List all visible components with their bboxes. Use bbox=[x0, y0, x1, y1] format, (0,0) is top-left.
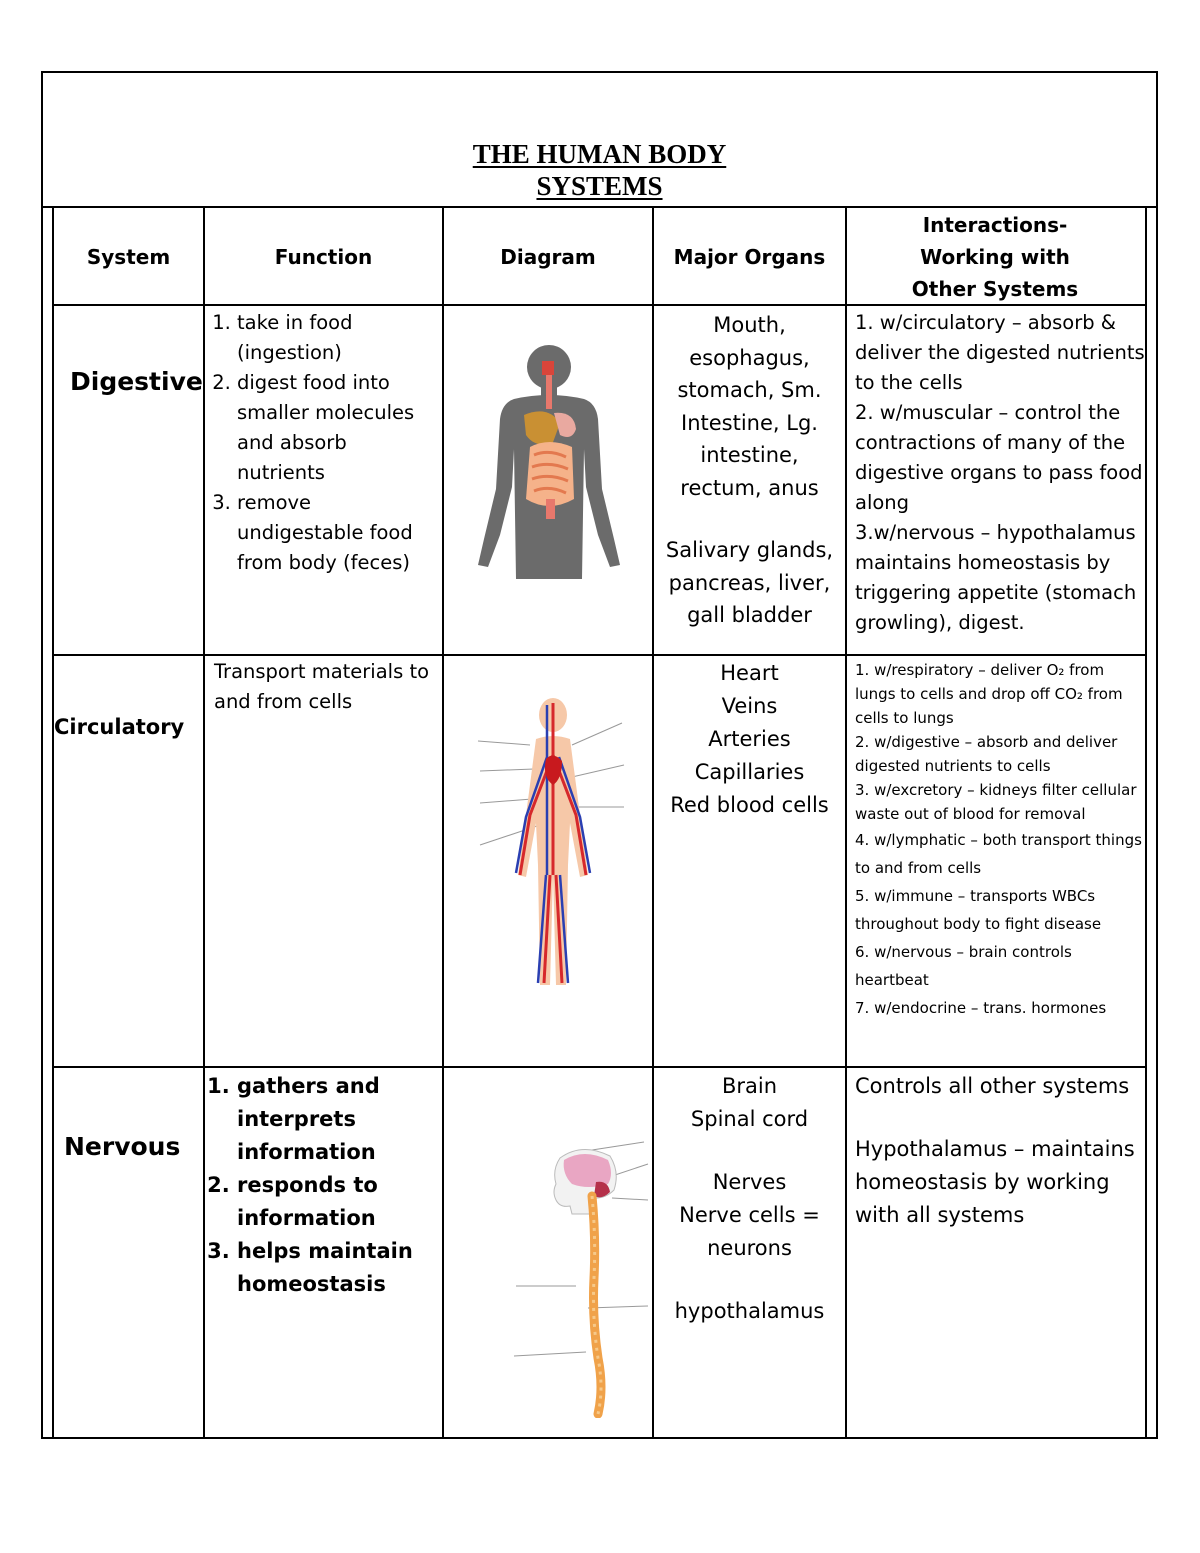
organ-line: Heart bbox=[720, 661, 779, 685]
body-systems-sheet bbox=[41, 71, 1158, 1439]
interaction-item: 2. w/muscular – control the contractions of many of the digestive organs to pass food along bbox=[855, 401, 1143, 514]
title-box bbox=[43, 73, 1156, 208]
page-subtitle: SYSTEMS bbox=[536, 171, 663, 201]
column-divider bbox=[845, 206, 847, 1437]
header-interactions-line: Working with bbox=[920, 245, 1070, 269]
row-divider bbox=[52, 654, 1147, 656]
column-divider bbox=[442, 206, 444, 1437]
organ-line: pancreas, liver, bbox=[668, 570, 831, 595]
organs-cell-nervous bbox=[654, 1070, 845, 1328]
system-name-circulatory: Circulatory bbox=[54, 715, 185, 739]
organ-line: Veins bbox=[721, 694, 778, 718]
interactions-cell-digestive bbox=[855, 308, 1145, 638]
interaction-item: 4. w/lymphatic – both transport things to and from cells bbox=[855, 831, 1142, 877]
function-item: 2. responds to information bbox=[237, 1169, 439, 1235]
interaction-item: 6. w/nervous – brain controls heartbeat bbox=[855, 943, 1072, 989]
organ-line: Nerve cells = bbox=[679, 1203, 820, 1227]
function-item: 1. take in food (ingestion) bbox=[237, 308, 437, 368]
function-item: 3. remove undigestable food from body (feces) bbox=[237, 488, 437, 578]
organ-line: Mouth, bbox=[713, 313, 786, 337]
organ-line: neurons bbox=[707, 1236, 792, 1260]
organ-line: Red blood cells bbox=[670, 793, 829, 817]
interaction-item: Controls all other systems bbox=[855, 1074, 1130, 1098]
function-cell-circulatory: Transport materials to and from cells bbox=[214, 660, 430, 713]
interaction-item: 5. w/immune – transports WBCs throughout body to fight disease bbox=[855, 887, 1102, 933]
header-interactions-line: Interactions- bbox=[922, 213, 1068, 237]
header-interactions bbox=[847, 209, 1143, 305]
interaction-item: 3.w/nervous – hypothalamus maintains homeostasis by triggering appetite (stomach growling), digest. bbox=[855, 521, 1137, 634]
function-item: 2. digest food into smaller molecules and absorb nutrients bbox=[237, 368, 437, 488]
interaction-item: Hypothalamus – maintains homeostasis by working with all systems bbox=[855, 1137, 1135, 1227]
function-item: 3. helps maintain homeostasis bbox=[237, 1235, 439, 1301]
circulatory-system-figure-icon bbox=[476, 695, 626, 999]
organ-line: Intestine, Lg. bbox=[681, 410, 818, 435]
page-title: THE HUMAN BODY bbox=[472, 139, 727, 169]
organ-line: hypothalamus bbox=[674, 1299, 825, 1323]
digestive-system-figure-icon bbox=[474, 339, 624, 583]
organ-line: Nerves bbox=[712, 1170, 787, 1194]
header-diagram: Diagram bbox=[500, 245, 596, 269]
organ-line: rectum, anus bbox=[680, 475, 819, 500]
organ-line: Capillaries bbox=[694, 760, 805, 784]
header-system: System bbox=[86, 245, 171, 269]
interactions-cell-circulatory bbox=[855, 658, 1147, 1022]
table-left-border bbox=[52, 206, 54, 1437]
organ-line: Brain bbox=[721, 1074, 778, 1098]
interaction-item: 7. w/endocrine – trans. hormones bbox=[855, 999, 1107, 1017]
organ-line: gall bladder bbox=[687, 603, 812, 627]
interaction-item: 1. w/circulatory – absorb & deliver the digested nutrients to the cells bbox=[855, 311, 1145, 394]
organs-cell-digestive bbox=[654, 309, 845, 632]
organ-line: Salivary glands, bbox=[665, 538, 834, 562]
interaction-item: 3. w/excretory – kidneys filter cellular waste out of blood for removal bbox=[855, 781, 1137, 823]
row-divider bbox=[52, 1066, 1147, 1068]
organ-line: stomach, Sm. bbox=[677, 378, 822, 402]
function-cell-nervous bbox=[211, 1070, 439, 1301]
organ-line: intestine, bbox=[700, 443, 799, 467]
system-name-nervous: Nervous bbox=[64, 1132, 181, 1161]
organ-line: esophagus, bbox=[689, 345, 810, 370]
header-function: Function bbox=[274, 245, 373, 269]
organ-line: Spinal cord bbox=[690, 1107, 809, 1131]
column-divider bbox=[203, 206, 205, 1437]
header-major-organs: Major Organs bbox=[673, 245, 826, 269]
organs-cell-circulatory bbox=[654, 657, 845, 822]
nervous-system-figure-icon bbox=[512, 1138, 652, 1422]
function-item: 1. gathers and interprets information bbox=[237, 1070, 439, 1169]
organ-line: Arteries bbox=[708, 727, 791, 751]
interaction-item: 2. w/digestive – absorb and deliver digested nutrients to cells bbox=[855, 733, 1118, 775]
interactions-cell-nervous bbox=[855, 1070, 1147, 1232]
function-cell-digestive bbox=[211, 308, 437, 578]
interaction-item: 1. w/respiratory – deliver O₂ from lungs to cells and drop off CO₂ from cells to lungs bbox=[855, 661, 1123, 727]
header-interactions-line: Other Systems bbox=[911, 277, 1079, 301]
system-name-digestive: Digestive bbox=[70, 367, 203, 396]
